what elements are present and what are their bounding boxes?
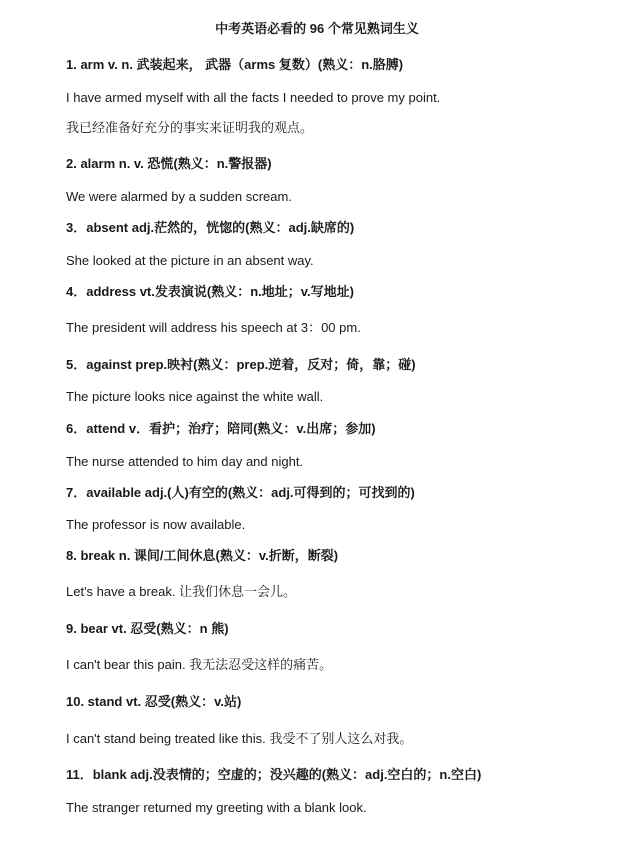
entry-10-example: I can't stand being treated like this. 我受不了别人这么对我。 (66, 731, 413, 746)
entry-9-heading: 9. bear vt. 忍受(熟义：n 熊) (66, 621, 229, 636)
entry-5-example: The picture looks nice against the white wall. (66, 389, 324, 404)
entry-6-heading: 6．attend v．看护；治疗；陪同(熟义：v.出席；参加) (66, 421, 376, 436)
entry-8-example: Let's have a break. 让我们休息一会儿。 (66, 584, 297, 599)
entry-11-example: The stranger returned my greeting with a blank look. (66, 800, 367, 815)
entry-6-example: The nurse attended to him day and night. (66, 454, 304, 469)
page-title: 中考英语必看的 96 个常见熟词生义 (215, 21, 419, 36)
entry-9-example: I can't bear this pain. 我无法忍受这样的痛苦。 (66, 657, 333, 672)
entry-2-example: We were alarmed by a sudden scream. (66, 189, 292, 204)
entry-2-heading: 2. alarm n. v. 恐慌(熟义：n.警报器) (66, 156, 272, 171)
entry-5-heading: 5．against prep.映衬(熟义：prep.逆着，反对；倚，靠；碰) (66, 357, 416, 372)
entry-1-heading: 1. arm v. n. 武装起来， 武器（arms 复数）(熟义：n.胳膊) (66, 57, 404, 72)
entry-3-example: She looked at the picture in an absent way. (66, 253, 314, 268)
entry-3-heading: 3．absent adj.茫然的，恍惚的(熟义：adj.缺席的) (66, 220, 355, 235)
entry-11-heading: 11．blank adj.没表情的；空虚的；没兴趣的(熟义：adj.空白的；n.空白) (66, 767, 482, 782)
entry-7-example: The professor is now available. (66, 517, 246, 532)
entry-1-example-en: I have armed myself with all the facts I needed to prove my point. (66, 90, 441, 105)
entry-7-heading: 7．available adj.(人)有空的(熟义：adj.可得到的；可找到的) (66, 485, 415, 500)
entry-4-example: The president will address his speech at 3：00 pm. (66, 320, 361, 335)
entry-8-heading: 8. break n. 课间/工间休息(熟义：v.折断，断裂) (66, 548, 339, 563)
entry-4-heading: 4．address vt.发表演说(熟义：n.地址；v.写地址) (66, 284, 354, 299)
entry-10-heading: 10. stand vt. 忍受(熟义：v.站) (66, 694, 242, 709)
entry-1-example-zh: 我已经准备好充分的事实来证明我的观点。 (66, 120, 314, 135)
